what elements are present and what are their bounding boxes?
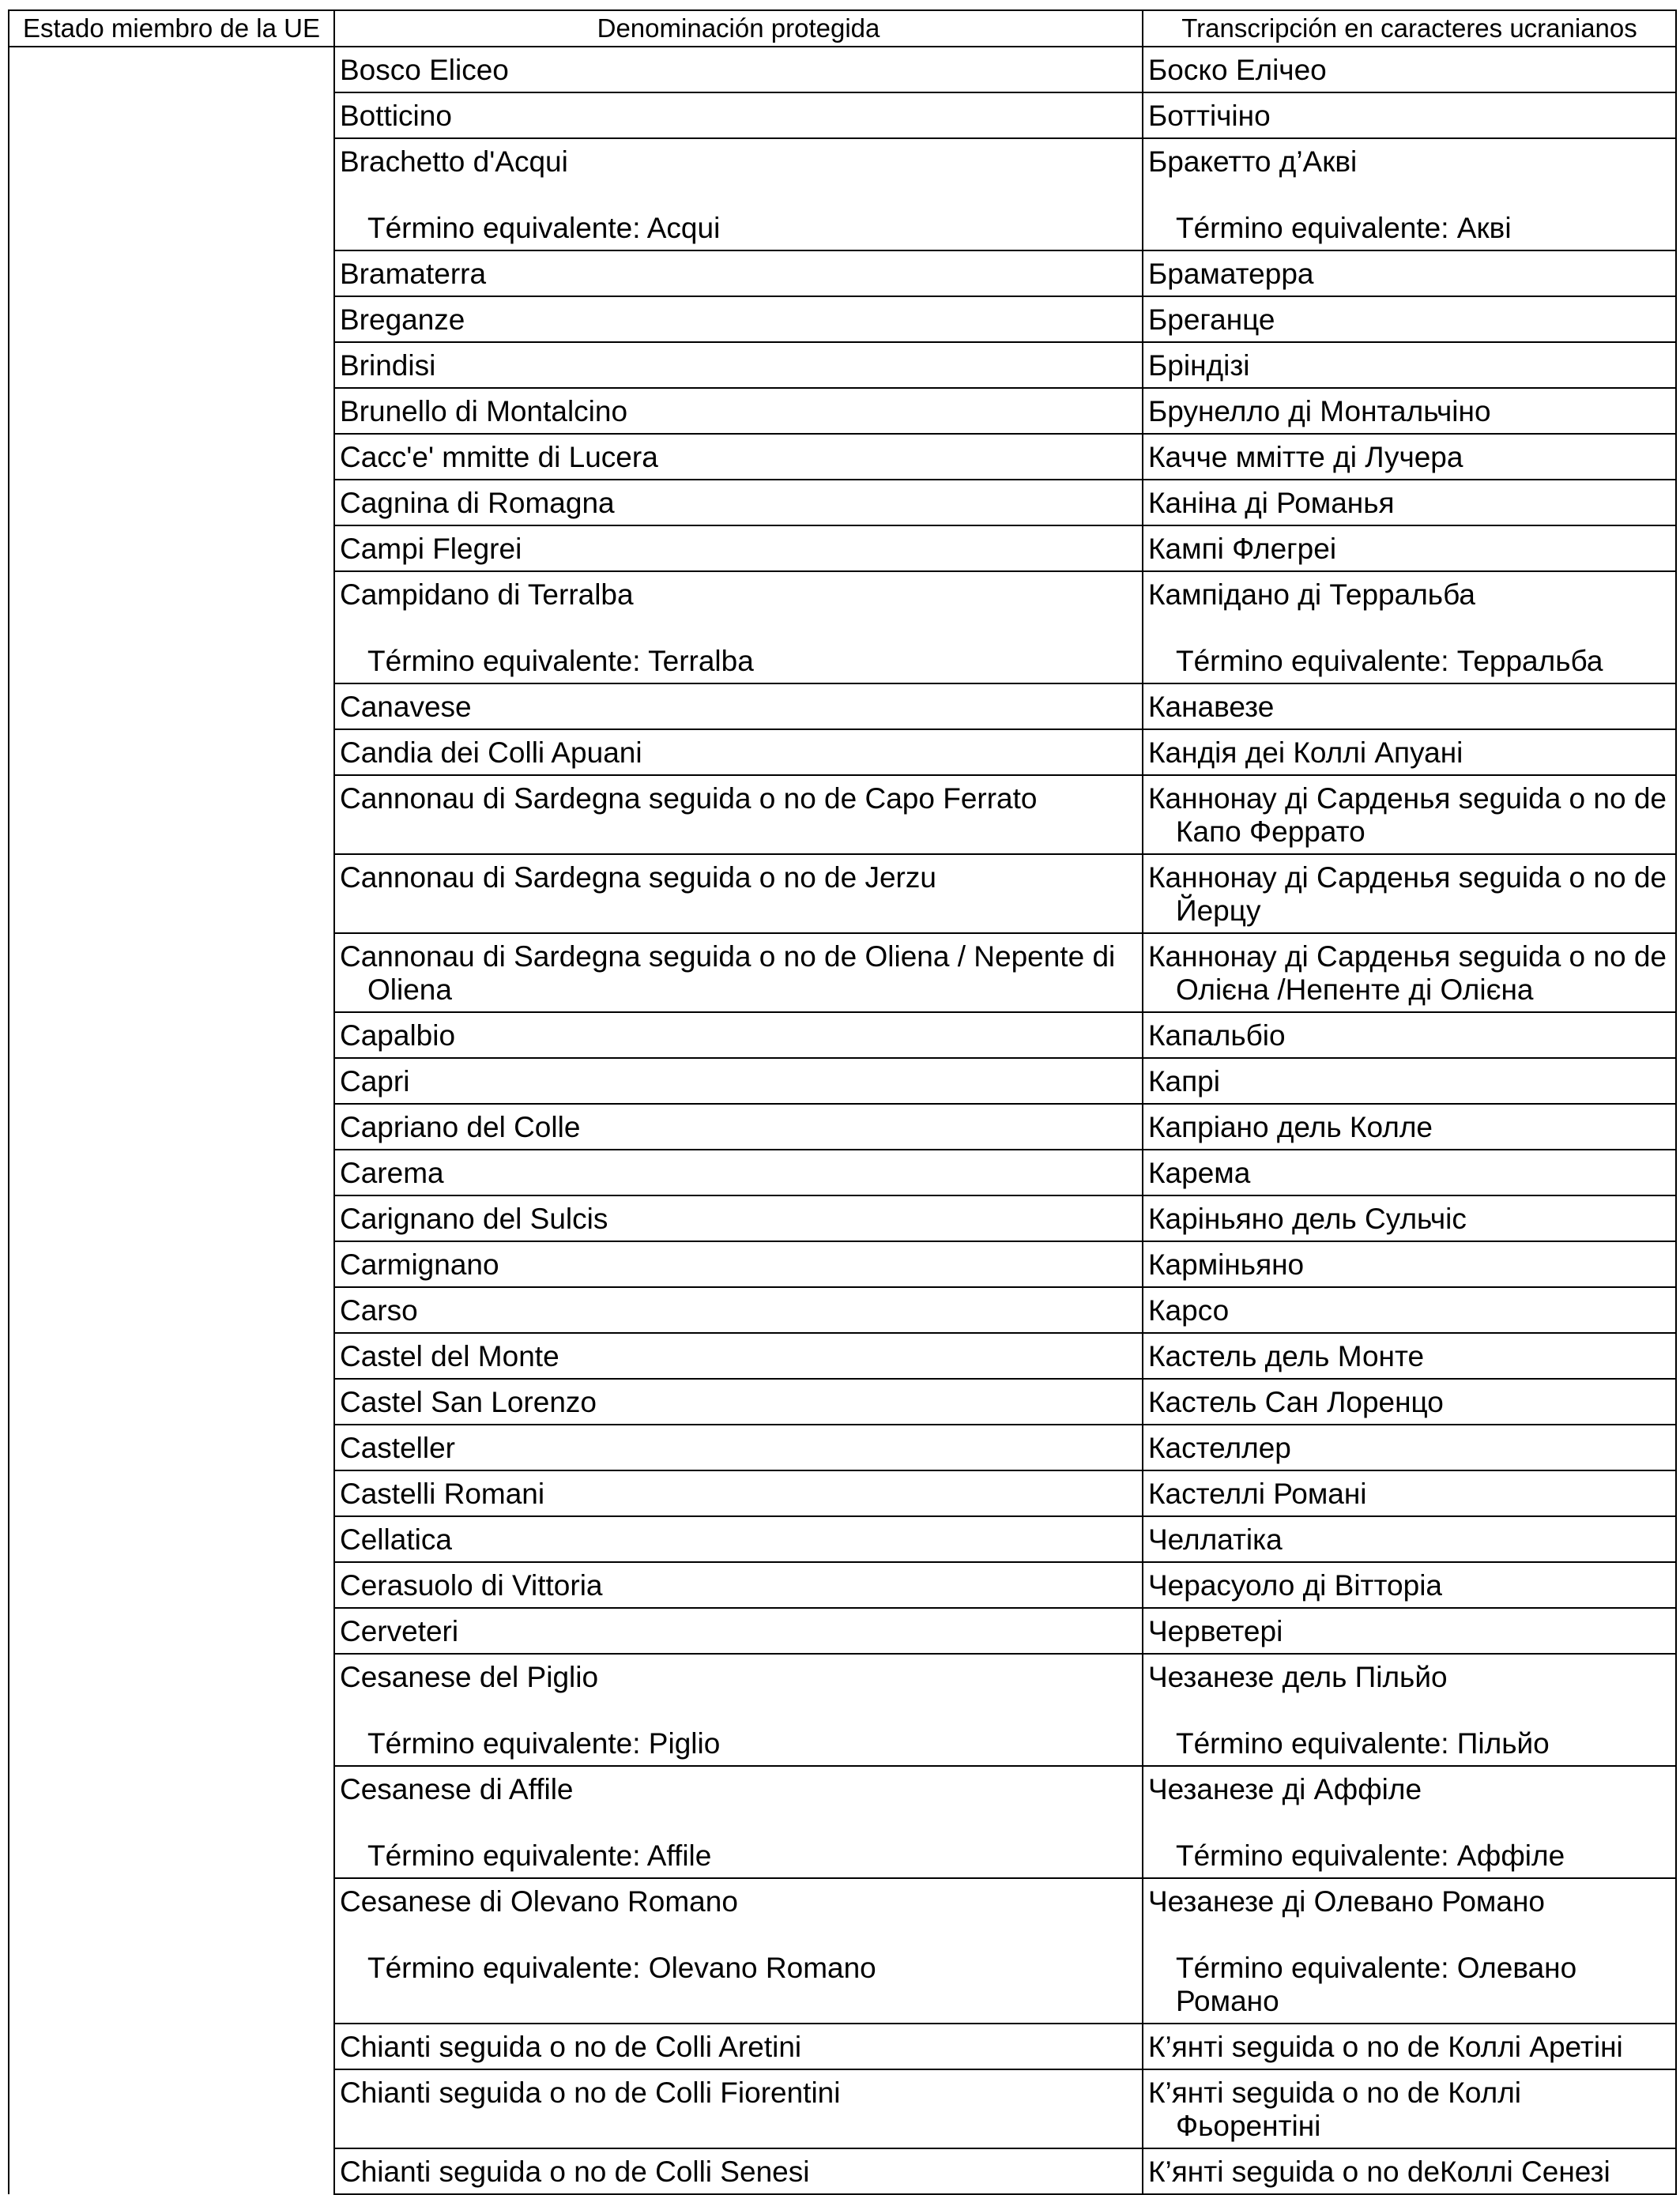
transcription-text: Боско Елічео: [1148, 54, 1327, 86]
transcription-cell: [1143, 92, 1676, 138]
transcription-text: Бріндізі: [1148, 349, 1250, 382]
transcription-cell: [1143, 1012, 1676, 1058]
protected-name-text: Carso: [340, 1294, 418, 1327]
transcription-cell: [1143, 1766, 1676, 1878]
protected-name-cell: [334, 92, 1143, 138]
protected-name-equivalent-term: Término equivalente: Acqui: [367, 212, 721, 244]
protected-name-text: Carema: [340, 1157, 444, 1189]
transcription-text: Каннонау ді Сарденья seguida o no de: [1148, 782, 1667, 815]
protected-name-cell: [334, 1878, 1143, 2024]
protected-name-text: Brachetto d'Acqui: [340, 145, 568, 178]
protected-name-text: Castelli Romani: [340, 1478, 545, 1510]
protected-name-text: Cannonau di Sardegna seguida o no de Jerzu: [340, 861, 936, 894]
protected-name-text: Canavese: [340, 691, 472, 723]
protected-name-cell: [334, 138, 1143, 250]
transcription-cell: [1143, 342, 1676, 388]
protected-name-text: Breganze: [340, 303, 465, 336]
transcription-text: К’янті seguida o no deКоллі Сенезі: [1148, 2155, 1610, 2188]
transcription-text: Каннонау ді Сарденья seguida o no de: [1148, 940, 1667, 973]
transcription-text: Карсо: [1148, 1294, 1230, 1327]
transcription-text: Чезанезе дель Пільйо: [1148, 1661, 1448, 1693]
protected-name-text: Campidano di Terralba: [340, 578, 634, 611]
transcription-text: Капрі: [1148, 1065, 1220, 1098]
transcription-cell: [1143, 2024, 1676, 2069]
transcription-cell: [1143, 1562, 1676, 1608]
transcription-text: Каніна ді Романья: [1148, 487, 1395, 519]
protected-name-cell: [334, 933, 1143, 1012]
transcription-cell: [1143, 1287, 1676, 1333]
transcription-text: Бреганце: [1148, 303, 1275, 336]
protected-name-cell: [334, 1058, 1143, 1104]
protected-name-cell: [334, 342, 1143, 388]
transcription-text: Каннонау ді Сарденья seguida o no de: [1148, 861, 1667, 894]
protected-name-text-continued: Oliena: [367, 973, 452, 1006]
protected-name-text: Chianti seguida o no de Colli Aretini: [340, 2031, 802, 2063]
transcription-cell: [1143, 729, 1676, 775]
transcription-cell: [1143, 296, 1676, 342]
protected-name-text: Chianti seguida o no de Colli Fiorentini: [340, 2076, 841, 2109]
header-member-state: Estado miembro de la UE: [9, 10, 334, 47]
transcription-cell: [1143, 434, 1676, 480]
protected-name-equivalent-term: Término equivalente: Piglio: [367, 1727, 721, 1760]
protected-name-text: Cellatica: [340, 1523, 452, 1556]
transcription-cell: [1143, 1195, 1676, 1241]
header-transcription: Transcripción en caracteres ucranianos: [1143, 10, 1676, 47]
transcription-text: Качче ммітте ді Лучера: [1148, 441, 1463, 473]
transcription-cell: [1143, 1379, 1676, 1425]
protected-name-text: Capriano del Colle: [340, 1111, 581, 1143]
protected-name-text: Brunello di Montalcino: [340, 395, 628, 427]
transcription-equivalent-term: Término equivalente: Аффіле: [1176, 1839, 1565, 1872]
protected-name-text: Cannonau di Sardegna seguida o no de Capo Ferrato: [340, 782, 1038, 815]
protected-name-cell: [334, 1287, 1143, 1333]
protected-name-text: Capri: [340, 1065, 410, 1098]
protected-name-text: Castel San Lorenzo: [340, 1386, 597, 1418]
protected-name-cell: [334, 1425, 1143, 1470]
transcription-cell: [1143, 47, 1676, 92]
transcription-cell: [1143, 775, 1676, 854]
protected-name-cell: [334, 434, 1143, 480]
table-body: [9, 47, 1676, 2194]
protected-name-text: Chianti seguida o no de Colli Senesi: [340, 2155, 810, 2188]
protected-name-cell: [334, 47, 1143, 92]
transcription-text: Чезанезе ді Олевано Романо: [1148, 1885, 1545, 1918]
protected-name-text: Castel del Monte: [340, 1340, 559, 1372]
transcription-text: Кампі Флегреі: [1148, 533, 1337, 565]
protected-name-cell: [334, 1562, 1143, 1608]
protected-name-cell: [334, 1470, 1143, 1516]
transcription-text: Карема: [1148, 1157, 1251, 1189]
transcription-text: Бракетто д’Акві: [1148, 145, 1358, 178]
transcription-cell: [1143, 933, 1676, 1012]
transcription-cell: [1143, 1333, 1676, 1379]
transcription-cell: [1143, 1516, 1676, 1562]
transcription-equivalent-term: Término equivalente: Пільйо: [1176, 1727, 1550, 1760]
transcription-text: Кастеллі Романі: [1148, 1478, 1367, 1510]
protected-name-cell: [334, 250, 1143, 296]
transcription-cell: [1143, 571, 1676, 683]
protected-name-text: Cesanese di Olevano Romano: [340, 1885, 738, 1918]
table-row: [9, 47, 1676, 92]
transcription-text: Кандія деі Коллі Апуані: [1148, 736, 1463, 769]
protected-name-text: Carignano del Sulcis: [340, 1203, 608, 1235]
transcription-cell: [1143, 1241, 1676, 1287]
protected-name-equivalent-term: Término equivalente: Terralba: [367, 645, 754, 677]
transcription-text: Кампідано ді Терральба: [1148, 578, 1475, 611]
transcription-cell: [1143, 525, 1676, 571]
transcription-cell: [1143, 1104, 1676, 1150]
protected-name-cell: [334, 1379, 1143, 1425]
table-header-row: [9, 10, 1676, 47]
protected-name-text: Cagnina di Romagna: [340, 487, 615, 519]
transcription-cell: [1143, 138, 1676, 250]
protected-name-cell: [334, 2148, 1143, 2194]
transcription-text: Брунелло ді Монтальчіно: [1148, 395, 1491, 427]
transcription-equivalent-term: Término equivalente: Терральба: [1176, 645, 1603, 677]
transcription-cell: [1143, 388, 1676, 434]
protected-name-text: Capalbio: [340, 1019, 456, 1052]
transcription-text: Карміньяно: [1148, 1248, 1305, 1281]
transcription-text: Капріано дель Колле: [1148, 1111, 1433, 1143]
transcription-text: Челлатіка: [1148, 1523, 1283, 1556]
protected-name-text: Carmignano: [340, 1248, 499, 1281]
transcription-text: К’янті seguida o no de Коллі: [1148, 2076, 1522, 2109]
protected-name-text: Candia dei Colli Apuani: [340, 736, 642, 769]
protected-name-text: Cannonau di Sardegna seguida o no de Oliena / Nepente di: [340, 940, 1116, 973]
protected-name-cell: [334, 296, 1143, 342]
protected-name-equivalent-term: Término equivalente: Olevano Romano: [367, 1952, 876, 1984]
transcription-cell: [1143, 1878, 1676, 2024]
protected-name-text: Cacc'e' mmitte di Lucera: [340, 441, 658, 473]
transcription-text: Капальбіо: [1148, 1019, 1286, 1052]
transcription-equivalent-term: Término equivalente: Олевано Романо: [1176, 1952, 1577, 2017]
transcription-text: Кастель Сан Лоренцо: [1148, 1386, 1444, 1418]
protected-name-cell: [334, 2069, 1143, 2148]
transcription-cell: [1143, 1654, 1676, 1766]
transcription-text: Кастеллер: [1148, 1432, 1291, 1464]
denominations-table: [8, 9, 1677, 2195]
protected-name-cell: [334, 683, 1143, 729]
protected-name-cell: [334, 571, 1143, 683]
transcription-cell: [1143, 2069, 1676, 2148]
transcription-text: К’янті seguida o no de Коллі Аретіні: [1148, 2031, 1623, 2063]
protected-name-text: Cesanese di Affile: [340, 1773, 574, 1805]
protected-name-text: Bosco Eliceo: [340, 54, 509, 86]
protected-name-cell: [334, 480, 1143, 525]
transcription-cell: [1143, 854, 1676, 933]
protected-name-cell: [334, 775, 1143, 854]
protected-name-cell: [334, 2024, 1143, 2069]
protected-name-cell: [334, 525, 1143, 571]
protected-name-cell: [334, 1516, 1143, 1562]
transcription-text: Канавезе: [1148, 691, 1275, 723]
transcription-text-continued: Олієна /Непенте ді Олієна: [1176, 973, 1534, 1006]
protected-name-text: Cerasuolo di Vittoria: [340, 1569, 603, 1602]
protected-name-text: Campi Flegrei: [340, 533, 522, 565]
protected-name-cell: [334, 388, 1143, 434]
transcription-text: Черасуоло ді Вітторіа: [1148, 1569, 1442, 1602]
transcription-text: Браматерра: [1148, 258, 1314, 290]
transcription-equivalent-term: Término equivalente: Акві: [1176, 212, 1512, 244]
transcription-text-continued: Капо Феррато: [1176, 815, 1365, 848]
protected-name-text: Bramaterra: [340, 258, 487, 290]
protected-name-cell: [334, 1150, 1143, 1195]
protected-name-cell: [334, 1104, 1143, 1150]
transcription-cell: [1143, 2148, 1676, 2194]
protected-name-equivalent-term: Término equivalente: Affile: [367, 1839, 712, 1872]
transcription-text-continued: Йерцу: [1176, 894, 1261, 927]
transcription-text: Черветері: [1148, 1615, 1283, 1647]
protected-name-cell: [334, 1766, 1143, 1878]
document-page: [8, 9, 1675, 2195]
transcription-cell: [1143, 1150, 1676, 1195]
protected-name-cell: [334, 1654, 1143, 1766]
transcription-cell: [1143, 480, 1676, 525]
transcription-cell: [1143, 1470, 1676, 1516]
transcription-text: Кастель дель Монте: [1148, 1340, 1425, 1372]
protected-name-cell: [334, 1012, 1143, 1058]
protected-name-text: Botticino: [340, 100, 452, 132]
header-protected-name: Denominación protegida: [334, 10, 1143, 47]
member-state-cell: [9, 47, 334, 2194]
transcription-text: Чезанезе ді Аффіле: [1148, 1773, 1422, 1805]
transcription-text: Каріньяно дель Сульчіс: [1148, 1203, 1467, 1235]
transcription-cell: [1143, 1608, 1676, 1654]
protected-name-text: Brindisi: [340, 349, 436, 382]
protected-name-cell: [334, 1241, 1143, 1287]
protected-name-cell: [334, 729, 1143, 775]
protected-name-cell: [334, 1608, 1143, 1654]
protected-name-text: Cerveteri: [340, 1615, 459, 1647]
transcription-cell: [1143, 250, 1676, 296]
protected-name-text: Cesanese del Piglio: [340, 1661, 599, 1693]
transcription-cell: [1143, 1425, 1676, 1470]
protected-name-text: Casteller: [340, 1432, 455, 1464]
transcription-cell: [1143, 683, 1676, 729]
transcription-cell: [1143, 1058, 1676, 1104]
protected-name-cell: [334, 1333, 1143, 1379]
transcription-text-continued: Фьорентіні: [1176, 2110, 1321, 2142]
transcription-text: Боттічіно: [1148, 100, 1271, 132]
protected-name-cell: [334, 1195, 1143, 1241]
protected-name-cell: [334, 854, 1143, 933]
